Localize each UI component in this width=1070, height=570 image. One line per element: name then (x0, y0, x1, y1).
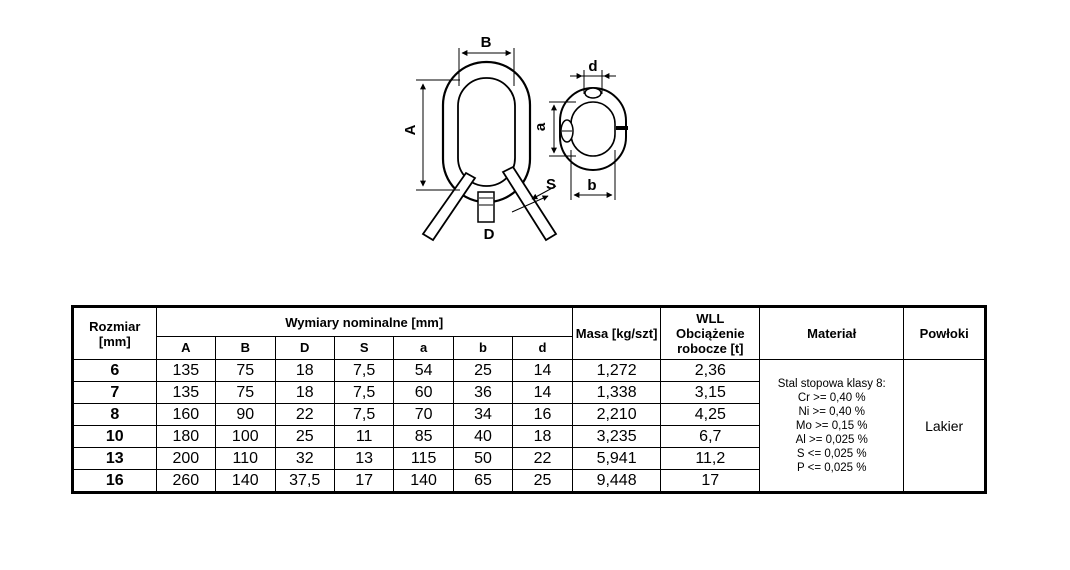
table-row (73, 360, 986, 382)
cell-A: 260 (156, 470, 215, 493)
cell-wll: 6,7 (661, 426, 760, 448)
cell-d: 18 (513, 426, 573, 448)
cell-D: 32 (275, 448, 334, 470)
specification-table (71, 305, 987, 494)
cell-mass: 9,448 (572, 470, 661, 493)
cell-D: 37,5 (275, 470, 334, 493)
coating-cell: Lakier (904, 360, 986, 493)
cell-size: 6 (73, 360, 157, 382)
header-dim-D: D (275, 337, 334, 360)
cell-A: 135 (156, 382, 215, 404)
cell-size: 16 (73, 470, 157, 493)
dimension-a-big (416, 80, 460, 190)
cell-A: 200 (156, 448, 215, 470)
cell-S: 13 (334, 448, 393, 470)
cell-B: 100 (216, 426, 275, 448)
cell-a: 70 (394, 404, 453, 426)
cell-S: 7,5 (334, 360, 393, 382)
cell-size: 10 (73, 426, 157, 448)
header-size: Rozmiar [mm] (73, 307, 157, 360)
cell-size: 7 (73, 382, 157, 404)
header-dim-a: a (394, 337, 453, 360)
cell-wll: 2,36 (661, 360, 760, 382)
header-dim-d: d (513, 337, 573, 360)
cell-S: 7,5 (334, 382, 393, 404)
cell-b: 65 (453, 470, 512, 493)
label-S: S (545, 176, 557, 193)
cell-B: 75 (216, 382, 275, 404)
cell-D: 18 (275, 382, 334, 404)
cell-mass: 5,941 (572, 448, 661, 470)
cell-A: 180 (156, 426, 215, 448)
header-mass: Masa [kg/szt] (572, 307, 661, 360)
cell-mass: 2,210 (572, 404, 661, 426)
cell-S: 11 (334, 426, 393, 448)
header-dimensions: Wymiary nominalne [mm] (156, 307, 572, 337)
master-link-side-view (560, 88, 628, 170)
cross-section-d (478, 192, 494, 222)
cell-d: 25 (513, 470, 573, 493)
cell-d: 16 (513, 404, 573, 426)
cell-a: 54 (394, 360, 453, 382)
cell-d: 22 (513, 448, 573, 470)
cell-wll: 17 (661, 470, 760, 493)
cell-D: 22 (275, 404, 334, 426)
material-cell (760, 360, 904, 493)
header-dim-S: S (334, 337, 393, 360)
cell-b: 25 (453, 360, 512, 382)
cell-b: 40 (453, 426, 512, 448)
cell-A: 160 (156, 404, 215, 426)
label-A: A (402, 124, 419, 136)
label-B: B (480, 34, 492, 51)
cell-a: 115 (394, 448, 453, 470)
cell-b: 50 (453, 448, 512, 470)
header-dim-b: b (453, 337, 512, 360)
cell-wll: 4,25 (661, 404, 760, 426)
header-material: Materiał (760, 307, 904, 360)
material-line: P <= 0,025 % (796, 461, 867, 474)
cell-d: 14 (513, 382, 573, 404)
cell-A: 135 (156, 360, 215, 382)
material-line: Mo >= 0,15 % (795, 419, 868, 432)
header-dim-A: A (156, 337, 215, 360)
material-line: Ni >= 0,40 % (798, 405, 865, 418)
cell-D: 25 (275, 426, 334, 448)
cell-size: 13 (73, 448, 157, 470)
cell-b: 36 (453, 382, 512, 404)
cell-a: 140 (394, 470, 453, 493)
cell-a: 60 (394, 382, 453, 404)
cell-wll: 11,2 (661, 448, 760, 470)
material-line: Cr >= 0,40 % (797, 391, 866, 404)
cell-b: 34 (453, 404, 512, 426)
cell-d: 14 (513, 360, 573, 382)
cell-wll: 3,15 (661, 382, 760, 404)
cell-B: 90 (216, 404, 275, 426)
cell-mass: 1,272 (572, 360, 661, 382)
label-a: a (532, 122, 549, 132)
cell-B: 140 (216, 470, 275, 493)
label-b: b (587, 177, 597, 194)
cell-mass: 3,235 (572, 426, 661, 448)
cell-D: 18 (275, 360, 334, 382)
material-line: Stal stopowa klasy 8: (777, 377, 886, 390)
cell-a: 85 (394, 426, 453, 448)
header-wll: WLL Obciążenie robocze [t] (661, 307, 760, 360)
cell-B: 110 (216, 448, 275, 470)
material-line: Al >= 0,025 % (795, 433, 868, 446)
header-coating: Powłoki (904, 307, 986, 360)
header-dim-B: B (216, 337, 275, 360)
cell-S: 7,5 (334, 404, 393, 426)
cell-B: 75 (216, 360, 275, 382)
label-D: D (483, 226, 495, 243)
label-d: d (588, 58, 598, 75)
cell-mass: 1,338 (572, 382, 661, 404)
cell-S: 17 (334, 470, 393, 493)
material-line: S <= 0,025 % (796, 447, 867, 460)
cell-size: 8 (73, 404, 157, 426)
